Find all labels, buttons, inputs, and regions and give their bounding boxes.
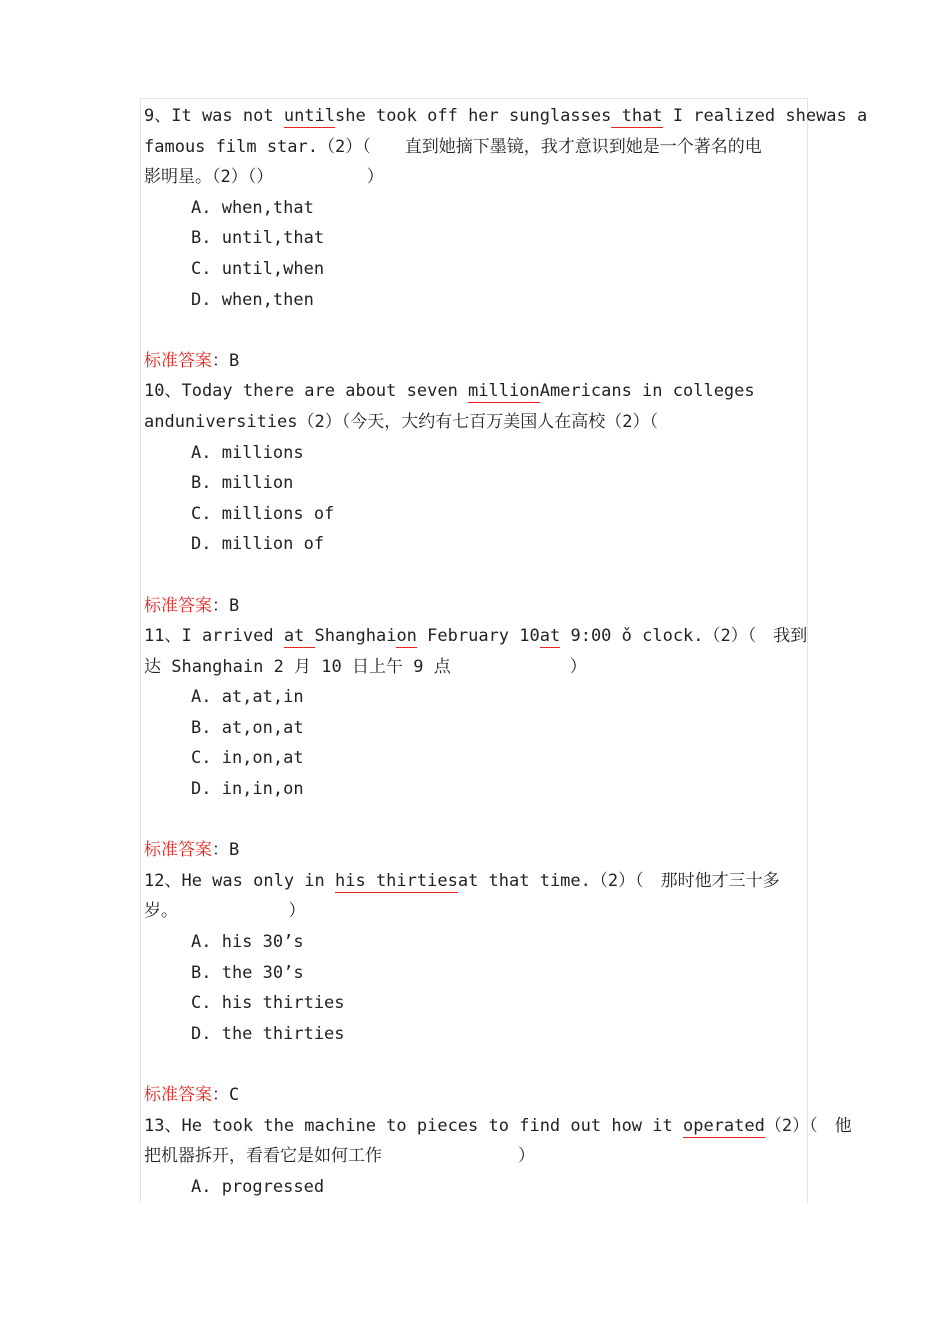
underlined-keyword: that (611, 106, 663, 126)
answer-option: A. at,at,in (191, 687, 304, 708)
standard-answer (144, 1080, 834, 1111)
answer-option: A. his 30’s (191, 932, 304, 953)
answer-option: A. millions (191, 442, 304, 463)
question-item (144, 376, 834, 621)
standard-answer-value: ：B (212, 595, 240, 616)
question-text-line (144, 101, 868, 132)
standard-answer-label: 标准答案 (144, 1085, 212, 1105)
question-text: （2）（ 他 (764, 1115, 852, 1136)
question-text: Shanghai (314, 626, 397, 647)
question-item (144, 1111, 852, 1203)
answer-option: C. in,on,at (191, 748, 304, 769)
underlined-keyword: at (539, 626, 561, 647)
question-text-line (144, 162, 834, 193)
question-text: 11、I arrived (144, 626, 284, 647)
question-text: 把机器拆开，看看它是如何工作 ） (144, 1146, 535, 1167)
spacer (144, 560, 834, 591)
question-text: Americans in colleges (539, 381, 755, 402)
standard-answer-label: 标准答案 (144, 595, 212, 616)
standard-answer-value: ：B (212, 350, 240, 371)
question-text: 达 Shanghain 2 月 10 日上午 9 点 ） (144, 656, 587, 677)
standard-answer-label: 标准答案 (144, 840, 212, 861)
spacer (144, 1049, 834, 1080)
answer-option: D. when,then (191, 289, 314, 310)
question-text: 9、It was not (144, 106, 284, 126)
standard-answer-value: ：B (212, 840, 240, 861)
answer-option: B. million (191, 473, 294, 494)
answer-option: C. his thirties (191, 993, 345, 1014)
answer-option: C. until,when (191, 258, 325, 279)
question-item (144, 866, 834, 1111)
question-text-line (144, 407, 834, 438)
question-text-line (144, 866, 834, 897)
question-text: 12、He was only in (144, 870, 335, 891)
question-text: at that time.（2）（ 那时他才三十多 (457, 870, 780, 891)
answer-option: B. at,on,at (191, 717, 304, 738)
standard-answer (144, 591, 834, 622)
standard-answer-label: 标准答案 (144, 350, 212, 371)
question-text: February 10 (416, 626, 540, 647)
question-text: 9:00 ǒ clock.（2）（ 我到 (560, 626, 808, 647)
answer-option: A. when,that (191, 197, 314, 218)
answer-option: A. progressed (191, 1176, 325, 1197)
underlined-keyword: until (283, 106, 336, 126)
answer-option: D. million of (191, 534, 325, 555)
question-text-line (144, 376, 834, 407)
underlined-keyword: his thirties (335, 870, 458, 891)
spacer (144, 805, 834, 836)
question-text: famous film star.（2）（ 直到她摘下墨镜，我才意识到她是一个著名的电 (144, 136, 762, 157)
question-item (144, 101, 868, 376)
answer-option: D. in,in,on (191, 779, 304, 800)
standard-answer (144, 835, 834, 866)
question-text-line (144, 652, 834, 683)
question-text: 10、Today there are about seven (144, 381, 469, 402)
answer-option: D. the thirties (191, 1023, 345, 1044)
underlined-keyword: operated (682, 1115, 765, 1136)
standard-answer-value: ：C (212, 1085, 240, 1105)
question-text: I realized shewas a (662, 106, 868, 126)
underlined-keyword: on (396, 626, 417, 647)
question-text: she took off her sunglasses (335, 106, 612, 126)
question-text-line (144, 896, 834, 927)
question-text: anduniversities（2）（今天，大约有七百万美国人在高校（2）（ (144, 411, 658, 432)
question-text-line (144, 1141, 834, 1172)
underlined-keyword: million (468, 381, 540, 402)
question-item (144, 621, 834, 866)
answer-option: C. millions of (191, 503, 335, 524)
question-text: 影明星。（2）（） ） (144, 167, 384, 188)
answer-option: B. until,that (191, 228, 325, 249)
spacer (144, 315, 834, 346)
question-text: 岁。 ） (144, 901, 306, 922)
underlined-keyword: at (283, 626, 315, 647)
answer-option: B. the 30’s (191, 962, 304, 983)
question-text: 13、He took the machine to pieces to find out how it (144, 1115, 683, 1136)
question-text-line (144, 132, 834, 163)
standard-answer (144, 346, 834, 377)
question-list (144, 101, 868, 1202)
question-text-line (144, 1111, 852, 1142)
question-text-line (144, 621, 834, 652)
